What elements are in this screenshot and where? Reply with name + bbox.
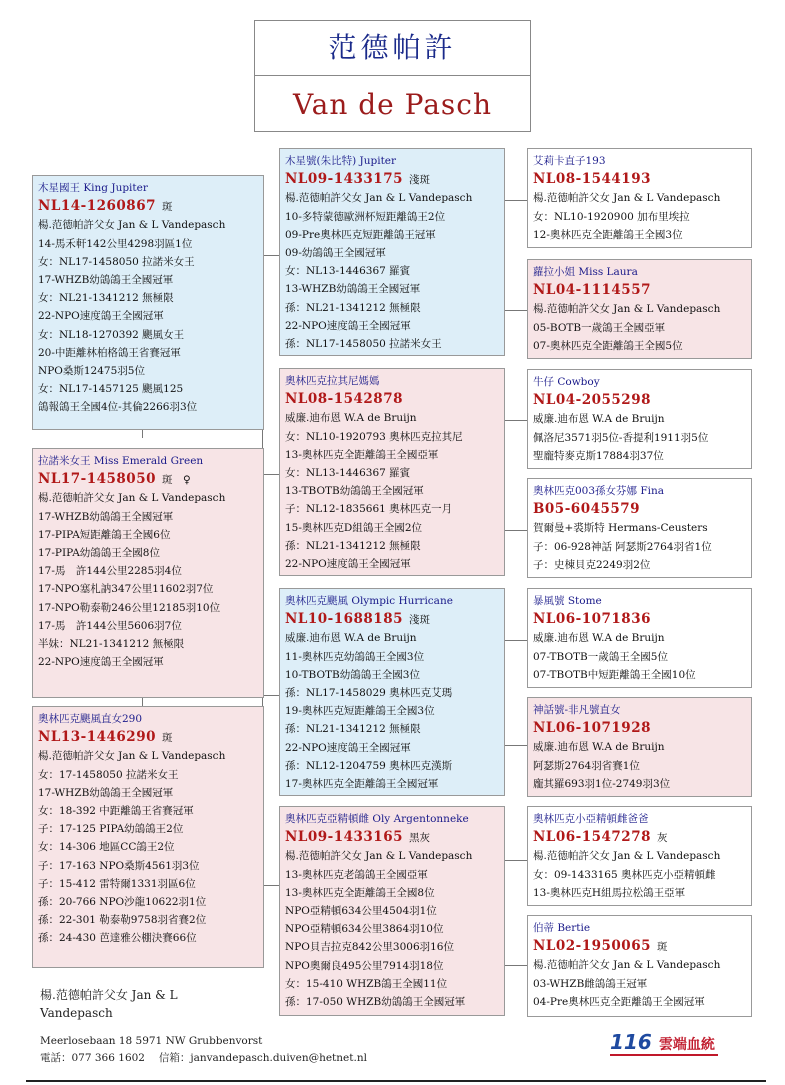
card-sire-dam [279,368,505,576]
record-line: 楊.范德帕許父女 Jan & L Vandepasch [533,303,721,316]
record-line: 13-奧林匹克全距離鴿王全國8位 [285,886,435,899]
card-dsd [527,697,752,797]
ring-number: NL14-1260867 [38,198,156,215]
record-line: 12-奧林匹克全距離鴿王全國3位 [533,228,683,241]
record-line: 13-WHZB幼鴿鴿王全國冠軍 [285,283,421,296]
pigeon-name: 暴風號 Stome [533,595,602,607]
record-line: 13-奧林匹克全距離鴿王全國亞軍 [285,448,439,461]
connector [505,640,527,641]
record-line: 17-馬 許144公里5606羽7位 [38,619,182,632]
record-line: 女：NL13-1446367 羅賓 [285,265,411,278]
record-line: 子：06-928神話 阿瑟斯2764羽省1位 [533,540,712,553]
ring-row [38,197,258,216]
record-line: NPO桑斯12475羽5位 [38,365,145,378]
record-line: 龐其羅693羽1位-2749羽3位 [533,777,671,790]
card-sss [527,148,752,248]
record-line: 楊.范德帕許父女 Jan & L Vandepasch [533,959,721,972]
record-line: 13-TBOTB幼鴿鴿王全國冠軍 [285,485,424,498]
pigeon-name: 奧林匹克小亞精頓雌爸爸 [533,813,649,825]
record-line: 17-PIPA幼鴿鴿王全國8位 [38,547,160,560]
record-line: 女：NL10-1920900 加布里埃拉 [533,210,690,223]
record-line: NPO奧爾良495公里7914羽18位 [285,959,444,972]
ring-row [533,170,746,189]
ring-row [285,828,499,847]
ring-row [38,470,258,489]
record-line: 17-WHZB幼鴿鴿王全國冠軍 [38,510,174,523]
ring-row [533,719,746,738]
record-line: 07-TBOTB中短距離鴿王全國10位 [533,668,696,681]
record-line: 孫：NL17-1458050 拉諾米女王 [285,338,442,351]
record-line: 威廉.迪布恩 W.A de Bruijn [533,413,665,426]
title-box [254,20,531,132]
record-line: 22-NPO速度鴿王全國冠軍 [38,310,164,323]
record-line: 楊.范德帕許父女 Jan & L Vandepasch [533,850,721,863]
ring-row [533,500,746,519]
record-line: 賀爾曼+裘斯特 Hermans-Ceusters [533,522,708,535]
record-line: 05-BOTB一歲鴿王全國亞軍 [533,321,666,334]
record-line: 03-WHZB雌鴿鴿王冠軍 [533,977,648,990]
record-line: 孫：22-301 勒泰勒9758羽省賽2位 [38,914,207,927]
card-sds [527,369,752,469]
record-line: 女：NL10-1920793 奧林匹克拉其尼 [285,430,463,443]
record-line: 子：史棟貝克2249羽2位 [533,558,651,571]
connector [505,860,527,861]
record-line: 10-TBOTB幼鴿鴿王全國3位 [285,668,420,681]
record-line: 威廉.迪布恩 W.A de Bruijn [285,632,417,645]
logo-number: 116 [610,1030,652,1054]
ring-number: NL02-1950065 [533,938,651,955]
ring-number: NL09-1433175 [285,171,403,188]
record-line: 聖龐特麥克斯17884羽37位 [533,449,664,462]
card-dss [527,588,752,688]
record-line: 女：NL13-1446367 羅賓 [285,467,411,480]
record-line: 孫：NL21-1341212 無極限 [285,539,421,552]
pigeon-name: 伯蒂 Bertie [533,922,591,934]
connector [262,695,280,696]
ring-number: NL08-1542878 [285,391,403,408]
card-dds [527,806,752,906]
record-line: 阿瑟斯2764羽省賽1位 [533,759,640,772]
record-line: 女：NL17-1457125 颶風125 [38,383,184,396]
card-dam-sister [32,706,264,968]
record-line: 07-TBOTB一歲鴿王全國5位 [533,650,668,663]
connector [142,430,143,438]
pigeon-name: 奧林匹克颶風直女290 [38,713,143,725]
connector [505,200,527,201]
record-line: 孫：NL21-1341212 無極限 [285,301,421,314]
record-line: 楊.范德帕許父女 Jan & L Vandepasch [285,850,473,863]
ring-row [533,391,746,410]
card-dam-sire [279,588,505,796]
color-label: 黑灰 [408,832,430,845]
record-line: 威廉.迪布恩 W.A de Bruijn [285,412,417,425]
color-label: 淺斑 [408,174,430,187]
pigeon-name: 木星國王 King Jupiter [38,182,148,194]
pigeon-name: 奧林匹克003孫女芬娜 Fina [533,485,665,497]
record-line: 13-奧林匹克H組馬拉松鴿王亞軍 [533,886,686,899]
ring-number: NL06-1547278 [533,829,651,846]
record-line: 孫：NL17-1458029 奧林匹克艾瑪 [285,687,453,700]
record-line: 女：15-410 WHZB鴿王全國11位 [285,977,448,990]
record-line: 子：17-163 NPO桑斯4561羽3位 [38,859,200,872]
record-line: 女：NL21-1341212 無極限 [38,292,174,305]
ring-row [533,281,746,300]
logo-underline [610,1054,718,1056]
record-line: 子：NL12-1835661 奧林匹克一月 [285,503,453,516]
pigeon-name: 奧林匹克拉其尼媽媽 [285,375,380,387]
record-line: 09-幼鴿鴿王全國冠軍 [285,247,386,260]
connector [505,310,527,311]
record-line: 女：NL18-1270392 颶風女王 [38,328,185,341]
ring-number: NL04-2055298 [533,392,651,409]
record-line: 15-奧林匹克D組鴿王全國2位 [285,521,423,534]
record-line: 楊.范德帕許父女 Jan & L Vandepasch [38,219,226,232]
record-line: 14-馬禾軒142公里4298羽區1位 [38,237,193,250]
record-line: 威廉.迪布恩 W.A de Bruijn [533,632,665,645]
title-english: Van de Pasch [292,88,493,121]
ring-number: NL17-1458050 [38,471,156,488]
record-line: 17-馬 許144公里2285羽4位 [38,565,182,578]
record-line: 孫：17-050 WHZB幼鴿鴿王全國冠軍 [285,996,466,1009]
connector [505,745,527,746]
connector [505,420,527,421]
record-line: 04-Pre奧林匹克全距離鴿王全國冠軍 [533,995,705,1008]
record-line: 09-Pre奧林匹克短距離鴿王冠軍 [285,228,436,241]
record-line: 19-奧林匹克短距離鴿王全國3位 [285,705,435,718]
connector [262,474,280,475]
record-line: 17-WHZB幼鴿鴿王全國冠軍 [38,274,174,287]
owner-name: 楊.范德帕許父女 Jan & L Vandepasch [40,988,178,1020]
ring-row [533,610,746,629]
pigeon-name: 木星號(朱比特) Jupiter [285,155,397,167]
record-line: 子：17-125 PIPA幼鴿鴿王2位 [38,823,184,836]
contact-block [40,1033,367,1067]
record-line: 22-NPO速度鴿王全國冠軍 [285,741,411,754]
card-dam [32,448,264,698]
title-chinese: 范德帕許 [255,21,530,76]
card-sire-sire [279,148,505,356]
record-line: 17-奧林匹克全距離鴿王全國冠軍 [285,778,439,791]
ring-row [533,828,746,847]
pigeon-name: 牛仔 Cowboy [533,376,600,388]
color-label: 斑 ♀ [161,474,191,487]
record-line: 楊.范德帕許父女 Jan & L Vandepasch [38,750,226,763]
record-line: 孫：20-766 NPO沙龍10622羽1位 [38,896,207,909]
record-line: 10-多特蒙德歐洲杯短距離鴿王2位 [285,210,446,223]
ring-number: NL09-1433165 [285,829,403,846]
record-line: 13-奧林匹克老鴿鴿王全國亞軍 [285,868,428,881]
record-line: 22-NPO速度鴿王全國冠軍 [285,558,411,571]
card-ssd [527,259,752,359]
card-ddd [527,915,752,1017]
record-line: 女：NL17-1458050 拉諾米女王 [38,255,195,268]
record-line: 11-奧林匹克幼鴿鴿王全國3位 [285,650,425,663]
ring-row [285,390,499,409]
pigeon-name: 奧林匹克颶風 Olympic Hurricane [285,595,453,607]
color-label: 灰 [656,832,668,845]
ring-number: NL13-1446290 [38,729,156,746]
record-line: 半妹：NL21-1341212 無極限 [38,638,185,651]
record-line: 女：09-1433165 奧林匹克小亞精頓雌 [533,868,716,881]
pigeon-name: 奧林匹克亞精頓雌 Oly Argentonneke [285,813,469,825]
record-line: 楊.范德帕許父女 Jan & L Vandepasch [533,192,721,205]
record-line: 女：14-306 地區CC鴿王2位 [38,841,175,854]
color-label: 淺斑 [408,614,430,627]
ring-row [38,728,258,747]
pigeon-name: 拉諾米女王 Miss Emerald Green [38,455,204,467]
brand-logo [610,1030,730,1056]
connector [262,885,280,886]
record-line: 孫：NL12-1204759 奧林匹克漢斯 [285,759,453,772]
record-line: 女：17-1458050 拉諾米女王 [38,768,179,781]
record-line: 17-NPO塞札訥347公里11602羽7位 [38,583,214,596]
record-line: 子：15-412 雷特爾1331羽區6位 [38,877,196,890]
record-line: 女：18-392 中距離鴿王省賽冠軍 [38,805,194,818]
ring-row [533,937,746,956]
record-line: 17-NPO勒泰勒246公里12185羽10位 [38,601,221,614]
record-line: 07-奧林匹克全距離鴿王全國5位 [533,339,683,352]
record-line: NPO貝吉拉克842公里3006羽16位 [285,941,454,954]
record-line: 20-中距離林柏格鴿王省賽冠軍 [38,346,181,359]
ring-number: NL04-1114557 [533,282,651,299]
color-label: 斑 [656,941,668,954]
ring-number: NL06-1071928 [533,720,651,737]
card-dam-dam [279,806,505,1016]
record-line: NPO亞精頓634公里4504羽1位 [285,905,437,918]
card-sire [32,175,264,430]
pigeon-name: 艾莉卡直子193 [533,155,606,167]
ring-number: NL06-1071836 [533,611,651,628]
record-line: 威廉.迪布恩 W.A de Bruijn [533,741,665,754]
ring-number: NL10-1688185 [285,611,403,628]
ring-number: B05-6045579 [533,501,641,518]
color-label: 斑 [161,201,173,214]
record-line: 17-WHZB幼鴿鴿王全國冠軍 [38,786,174,799]
ring-row [285,170,499,189]
color-label: 斑 [161,732,173,745]
card-sdd [527,478,752,578]
record-line: 17-PIPA短距離鴿王全國6位 [38,528,171,541]
record-line: 孫：NL21-1341212 無極限 [285,723,421,736]
ring-number: NL08-1544193 [533,171,651,188]
record-line: 孫：24-430 芭達雅公棚決賽66位 [38,932,197,945]
record-line: NPO亞精頓634公里3864羽10位 [285,923,444,936]
record-line: 鴿報鴿王全國4位-其倫2266羽3位 [38,401,198,414]
address: Meerlosebaan 18 5971 NW Grubbenvorst [40,1035,263,1047]
logo-text: 雲端血統 [658,1037,715,1053]
record-line: 佩洛尼3571羽5位-香提利1911羽5位 [533,431,709,444]
connector [505,965,527,966]
contact-info: 電話：077 366 1602 信箱：janvandepasch.duiven@hetnet.nl [40,1052,367,1064]
record-line: 22-NPO速度鴿王全國冠軍 [285,319,411,332]
record-line: 楊.范德帕許父女 Jan & L Vandepasch [285,192,473,205]
pigeon-name: 蘿拉小姐 Miss Laura [533,266,638,278]
connector [142,698,143,706]
bottom-rule [26,1080,766,1082]
record-line: 22-NPO速度鴿王全國冠軍 [38,656,164,669]
connector [262,255,280,256]
connector [505,530,527,531]
pigeon-name: 神話號-非凡號直女 [533,704,621,716]
record-line: 楊.范德帕許父女 Jan & L Vandepasch [38,492,226,505]
ring-row [285,610,499,629]
